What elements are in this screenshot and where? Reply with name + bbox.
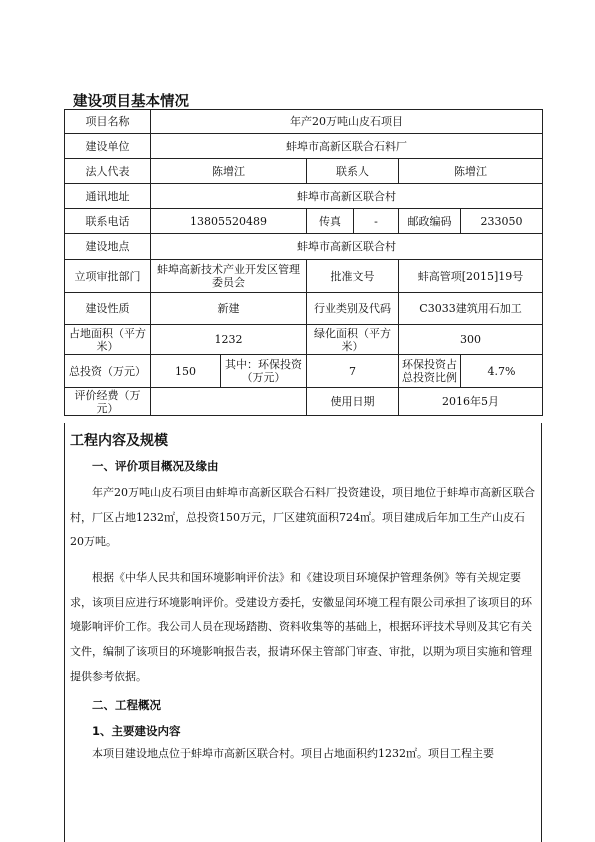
paragraph-3: 本项目建设地点位于蚌埠市高新区联合村。项目占地面积约1232㎡。项目工程主要 <box>92 747 494 760</box>
legal-rep: 陈增江 <box>151 159 307 184</box>
total-inv-label: 总投资（万元） <box>65 355 151 388</box>
postcode: 233050 <box>461 209 543 234</box>
industry: C3033建筑用石加工 <box>399 293 543 325</box>
area-label: 占地面积（平方米） <box>65 325 151 355</box>
industry-label: 行业类别及代码 <box>307 293 399 325</box>
env-inv-label: 其中：环保投资（万元） <box>221 355 307 388</box>
nature: 新建 <box>151 293 307 325</box>
site-label: 建设地点 <box>65 234 151 260</box>
address-label: 通讯地址 <box>65 184 151 209</box>
phone: 13805520489 <box>151 209 307 234</box>
fax: - <box>374 214 378 228</box>
eval-fee-label: 评价经费（万元） <box>65 388 151 416</box>
section-title: 工程内容及规模 <box>70 433 168 449</box>
builder: 蚌埠市高新区联合石料厂 <box>151 134 543 159</box>
green: 300 <box>399 325 543 355</box>
fax-label: 传真 <box>307 209 354 233</box>
legal-rep-label: 法人代表 <box>65 159 151 184</box>
builder-label: 建设单位 <box>65 134 151 159</box>
area: 1232 <box>151 325 307 355</box>
paragraph-1: 年产20万吨山皮石项目由蚌埠市高新区联合石料厂投资建设，项目地位于蚌埠市高新区联合村，厂区占地1232㎡，总投资150万元，厂区建筑面积724㎡。项目建成后年加工生产山皮石20万吨。 <box>70 486 535 549</box>
contact-label: 联系人 <box>307 159 399 184</box>
subsection-title-1: 一、评价项目概况及缘由 <box>92 459 219 473</box>
env-ratio-label: 环保投资占总投资比例 <box>399 355 461 388</box>
project-name: 年产20万吨山皮石项目 <box>151 110 543 134</box>
paragraph-2: 根据《中华人民共和国环境影响评价法》和《建设项目环境保护管理条例》等有关规定要求，该项目应进行环境影响评价。受建设方委托，安徽显闰环境工程有限公司承担了该项目的环境影响评价工作。我公司人员在现场踏勘、资料收集等的基础上，根据环评技术导则及其它有关文件，编制了该项目的环境影响报告表，报请环保主管部门审查、审批，以期为项目实施和管理提供参考依据。 <box>70 571 532 683</box>
subsection-title-2: 二、工程概况 <box>92 698 161 712</box>
use-date: 2016年5月 <box>399 388 543 416</box>
postcode-label: 邮政编码 <box>399 209 461 234</box>
env-inv: 7 <box>307 355 399 388</box>
subsection-title-3: 1、主要建设内容 <box>92 724 181 738</box>
approval-no: 蚌高管项[2015]19号 <box>399 260 543 293</box>
env-ratio: 4.7% <box>461 355 543 388</box>
contact: 陈增江 <box>399 159 543 184</box>
page-title: 建设项目基本情况 <box>73 94 189 110</box>
total-inv: 150 <box>151 355 221 388</box>
site: 蚌埠市高新区联合村 <box>151 234 543 260</box>
nature-label: 建设性质 <box>65 293 151 325</box>
basic-info-table <box>64 109 543 416</box>
use-date-label: 使用日期 <box>307 388 399 416</box>
project-name-label: 项目名称 <box>65 110 151 134</box>
fax-group <box>307 209 399 234</box>
approval-dept-label: 立项审批部门 <box>65 260 151 293</box>
approval-no-label: 批准文号 <box>307 260 399 293</box>
approval-dept: 蚌埠高新技术产业开发区管理委员会 <box>151 260 307 293</box>
phone-label: 联系电话 <box>65 209 151 234</box>
eval-fee <box>151 388 307 416</box>
address: 蚌埠市高新区联合村 <box>151 184 543 209</box>
green-label: 绿化面积（平方米） <box>307 325 399 355</box>
